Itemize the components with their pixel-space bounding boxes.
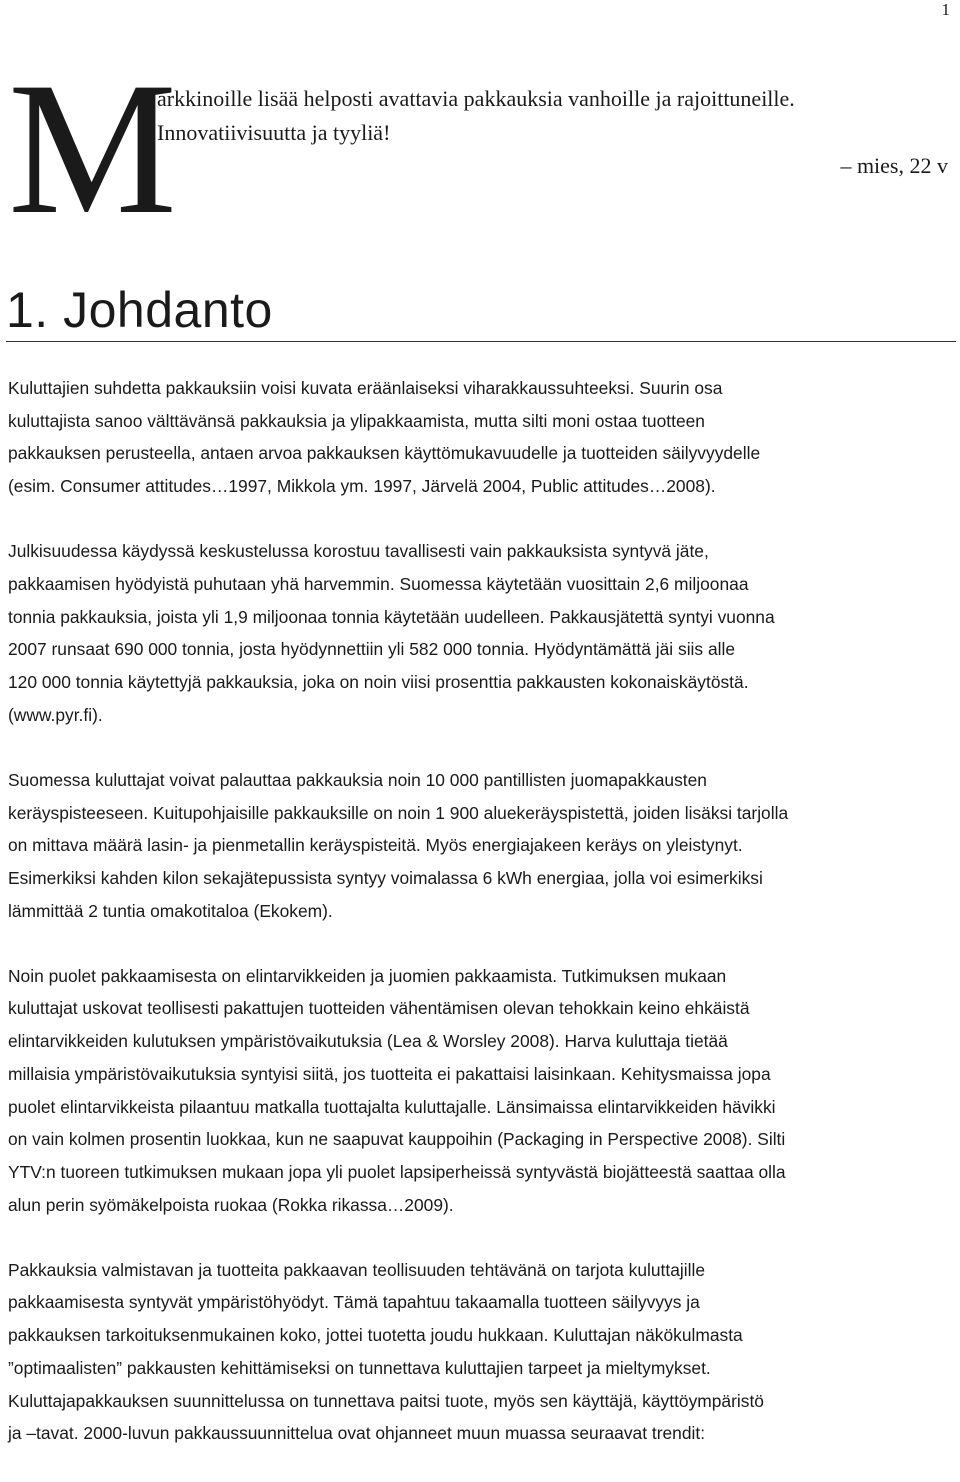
paragraph-line: Noin puolet pakkaamisesta on elintarvikkeiden ja juomien pakkaamista. Tutkimuksen mukaan (8, 965, 727, 986)
paragraph-line: pakkaamisesta syntyvät ympäristöhyödyt. Tämä tapahtuu takaamalla tuotteen säilyvyys ja (8, 1292, 700, 1313)
paragraph-1 (8, 372, 954, 503)
paragraph-line: kuluttajat uskovat teollisesti pakattujen tuotteiden vähentämisen olevan tehokkain keino ehkäistä (8, 998, 750, 1019)
section-heading: 1. Johdanto (6, 282, 273, 338)
paragraph-5 (8, 1254, 954, 1450)
paragraph-line: Kuluttajapakkauksen suunnittelussa on tunnettava paitsi tuote, myös sen käyttäjä, käyttöympäristö (8, 1390, 764, 1411)
paragraph-line: tonnia pakkauksia, joista yli 1,9 miljoonaa tonnia käytetään uudelleen. Pakkausjätettä syntyi vuonna (8, 606, 775, 627)
paragraph-line: 2007 runsaat 690 000 tonnia, josta hyödynnettiin yli 582 000 tonnia. Hyödyntämättä jäi siis alle (8, 639, 736, 660)
paragraph-line: pakkaamisen hyödyistä puhutaan yhä harvemmin. Suomessa käytetään vuosittain 2,6 miljoonaa (8, 573, 749, 594)
paragraph-line: Julkisuudessa käydyssä keskustelussa korostuu tavallisesti vain pakkauksista syntyvä jäte, (8, 541, 709, 562)
paragraph-line: ja –tavat. 2000-luvun pakkaussuunnittelua ovat ohjanneet muun muassa seuraavat trendit: (8, 1423, 706, 1444)
paragraph-4 (8, 960, 954, 1222)
paragraph-line: pakkauksen tarkoituksenmukainen koko, jottei tuotetta joudu hukkaan. Kuluttajan näkökulmasta (8, 1325, 743, 1346)
page-number: 1 (941, 0, 950, 19)
drop-cap-letter: M (8, 44, 175, 254)
paragraph-3 (8, 764, 954, 928)
epigraph-attribution: – mies, 22 v (840, 153, 948, 178)
paragraph-line: millaisia ympäristövaikutuksia syntyisi siitä, jos tuotteita ei pakattaisi laisinkaan. Kehitysmaissa jopa (8, 1063, 771, 1084)
paragraph-line: 120 000 tonnia käytettyjä pakkauksia, joka on noin viisi prosenttia pakkausten kokonaiskäytöstä. (8, 672, 749, 693)
paragraph-line: kuluttajista sanoo välttävänsä pakkauksia ja ylipakkaamista, mutta silti moni ostaa tuotteen (8, 410, 705, 431)
paragraph-line: keräyspisteeseen. Kuitupohjaisille pakkauksille on noin 1 900 aluekeräyspistettä, joiden lisäksi tarjolla (8, 802, 789, 823)
paragraph-line: puolet elintarvikkeista pilaantuu matkalla tuottajalta kuluttajalle. Länsimaissa elintarvikkeiden hävikki (8, 1096, 776, 1117)
heading-underline (6, 341, 956, 342)
paragraph-line: pakkauksen perusteella, antaen arvoa pakkauksen käyttömukavuudelle ja tuotteiden säilyvyydelle (8, 443, 761, 464)
paragraph-line: lämmittää 2 tuntia omakotitaloa (Ekokem). (8, 900, 333, 921)
body-text (8, 372, 954, 1482)
paragraph-line: Suomessa kuluttajat voivat palauttaa pakkauksia noin 10 000 pantillisten juomapakkausten (8, 769, 707, 790)
paragraph-line: (www.pyr.fi). (8, 704, 103, 725)
paragraph-line: YTV:n tuoreen tutkimuksen mukaan jopa yli puolet lapsiperheissä syntyvästä biojätteestä saattaa olla (8, 1161, 786, 1182)
paragraph-line: Esimerkiksi kahden kilon sekajätepussista syntyy voimalassa 6 kWh energiaa, jolla voi esimerkiksi (8, 867, 763, 888)
paragraph-line: elintarvikkeiden kulutuksen ympäristövaikutuksia (Lea & Worsley 2008). Harva kuluttaja tietää (8, 1031, 728, 1052)
paragraph-line: Pakkauksia valmistavan ja tuotteita pakkaavan teollisuuden tehtävänä on tarjota kuluttajille (8, 1259, 706, 1280)
paragraph-line: on vain kolmen prosentin luokkaa, kun ne saapuvat kauppoihin (Packaging in Perspective 2008). Silti (8, 1129, 786, 1150)
paragraph-line: (esim. Consumer attitudes…1997, Mikkola ym. 1997, Järvelä 2004, Public attitudes…2008). (8, 476, 716, 497)
paragraph-line: ”optimaalisten” pakkausten kehittämiseksi on tunnettava kuluttajien tarpeet ja mieltymykset. (8, 1357, 711, 1378)
paragraph-line: Kuluttajien suhdetta pakkauksiin voisi kuvata eräänlaiseksi viharakkaussuhteeksi. Suurin osa (8, 378, 723, 398)
epigraph-line-2: Innovatiivisuutta ja tyyliä! (157, 120, 391, 145)
paragraph-2 (8, 535, 954, 731)
epigraph-line-1: arkkinoille lisää helposti avattavia pakkauksia vanhoille ja rajoittuneille. (157, 86, 795, 111)
paragraph-line: alun perin syömäkelpoista ruokaa (Rokka rikassa…2009). (8, 1194, 454, 1215)
paragraph-line: on mittava määrä lasin- ja pienmetallin keräyspisteitä. Myös energiajakeen keräys on yleistynyt. (8, 835, 743, 856)
